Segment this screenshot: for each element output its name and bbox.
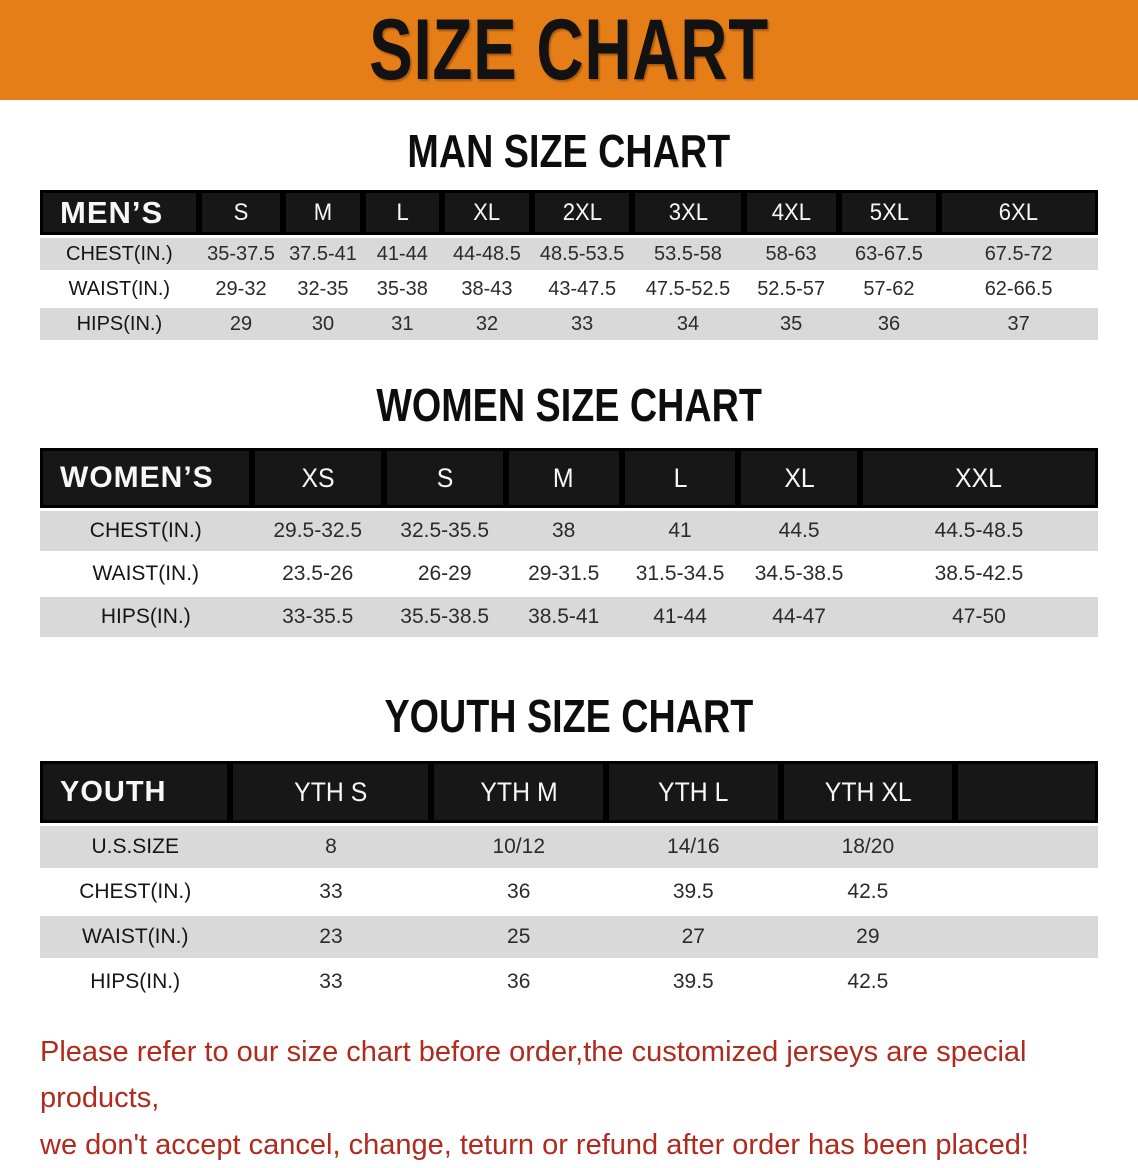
size-value-cell: 41 — [622, 508, 738, 551]
footer-note — [40, 1029, 1098, 1168]
filler-cell — [955, 913, 1098, 958]
size-value-cell: 10/12 — [431, 823, 606, 868]
filler-cell — [955, 868, 1098, 913]
footer-note-line2: we don't accept cancel, change, teturn or refund after order has been placed! — [40, 1128, 1029, 1161]
men-section-heading — [0, 124, 1138, 178]
size-column-header — [199, 190, 284, 235]
size-column-header — [283, 190, 362, 235]
youth-section-heading — [0, 689, 1138, 743]
size-value-cell: 42.5 — [781, 868, 956, 913]
size-value-cell: 18/20 — [781, 823, 956, 868]
row-label: HIPS(IN.) — [40, 958, 230, 1003]
size-value-cell: 29 — [781, 913, 956, 958]
size-value-cell: 39.5 — [606, 958, 781, 1003]
youth-section-heading-text: YOUTH SIZE CHART — [384, 690, 754, 742]
row-label: WAIST(IN.) — [40, 551, 252, 594]
size-column-header — [781, 761, 956, 823]
table-row — [40, 508, 1098, 551]
filler-cell — [955, 958, 1098, 1003]
size-value-cell: 29 — [199, 305, 284, 340]
size-value-cell: 38-43 — [442, 270, 532, 305]
size-value-cell: 14/16 — [606, 823, 781, 868]
size-column-header-text: M — [313, 198, 333, 226]
table-group-label: YOUTH — [40, 761, 230, 823]
size-value-cell: 39.5 — [606, 868, 781, 913]
size-column-header — [632, 190, 743, 235]
size-value-cell: 32-35 — [283, 270, 362, 305]
table-row — [40, 270, 1098, 305]
size-column-header-text: 4XL — [771, 198, 811, 226]
size-column-header-text: L — [396, 198, 409, 226]
header-row — [40, 448, 1098, 508]
men-section-heading-text: MAN SIZE CHART — [407, 125, 731, 177]
size-value-cell: 42.5 — [781, 958, 956, 1003]
size-value-cell: 33 — [230, 958, 431, 1003]
table-row — [40, 868, 1098, 913]
size-column-header-text: YTH L — [658, 776, 729, 807]
size-value-cell: 29.5-32.5 — [252, 508, 384, 551]
women-section-heading-text: WOMEN SIZE CHART — [376, 379, 762, 431]
row-label: WAIST(IN.) — [40, 270, 199, 305]
size-value-cell: 44.5-48.5 — [860, 508, 1098, 551]
row-label: HIPS(IN.) — [40, 594, 252, 637]
size-column-header — [384, 448, 506, 508]
section-youth — [0, 689, 1138, 1003]
size-column-header — [431, 761, 606, 823]
size-column-header — [606, 761, 781, 823]
size-column-header — [442, 190, 532, 235]
men-size-table — [40, 190, 1098, 340]
size-value-cell: 25 — [431, 913, 606, 958]
row-label: HIPS(IN.) — [40, 305, 199, 340]
size-value-cell: 35-37.5 — [199, 235, 284, 270]
table-row — [40, 594, 1098, 637]
banner-title: SIZE CHART — [369, 1, 769, 98]
size-value-cell: 57-62 — [839, 270, 940, 305]
size-column-header — [738, 448, 860, 508]
size-value-cell: 44.5 — [738, 508, 860, 551]
row-label: CHEST(IN.) — [40, 508, 252, 551]
size-value-cell: 52.5-57 — [744, 270, 839, 305]
row-label: CHEST(IN.) — [40, 235, 199, 270]
size-column-header — [363, 190, 442, 235]
size-value-cell: 48.5-53.5 — [532, 235, 633, 270]
size-value-cell: 35-38 — [363, 270, 442, 305]
size-value-cell: 23.5-26 — [252, 551, 384, 594]
size-value-cell: 8 — [230, 823, 431, 868]
banner — [0, 0, 1138, 100]
size-value-cell: 29-31.5 — [506, 551, 622, 594]
size-column-header — [744, 190, 839, 235]
size-value-cell: 38.5-42.5 — [860, 551, 1098, 594]
size-value-cell: 41-44 — [622, 594, 738, 637]
size-column-header-text: 3XL — [668, 198, 708, 226]
size-value-cell: 32 — [442, 305, 532, 340]
size-value-cell: 32.5-35.5 — [384, 508, 506, 551]
size-value-cell: 35 — [744, 305, 839, 340]
size-value-cell: 29-32 — [199, 270, 284, 305]
size-column-header — [622, 448, 738, 508]
size-column-header — [506, 448, 622, 508]
size-column-header-text: XS — [301, 462, 335, 493]
size-value-cell: 44-47 — [738, 594, 860, 637]
row-label: U.S.SIZE — [40, 823, 230, 868]
size-column-header-text: XL — [783, 462, 815, 493]
table-row — [40, 235, 1098, 270]
size-value-cell: 38.5-41 — [506, 594, 622, 637]
table-row — [40, 913, 1098, 958]
table-group-label: WOMEN’S — [40, 448, 252, 508]
size-value-cell: 33 — [230, 868, 431, 913]
size-value-cell: 36 — [431, 868, 606, 913]
content — [0, 124, 1138, 1003]
section-men — [0, 124, 1138, 340]
women-size-table — [40, 448, 1098, 637]
size-value-cell: 31 — [363, 305, 442, 340]
size-value-cell: 53.5-58 — [632, 235, 743, 270]
size-value-cell: 31.5-34.5 — [622, 551, 738, 594]
size-column-header-text: YTH S — [294, 776, 368, 807]
size-column-header — [230, 761, 431, 823]
women-section-heading — [0, 378, 1138, 432]
filler-header-cell — [955, 761, 1098, 823]
size-value-cell: 33 — [532, 305, 633, 340]
size-column-header-text: M — [553, 462, 575, 493]
table-row — [40, 823, 1098, 868]
size-value-cell: 34 — [632, 305, 743, 340]
table-group-label: MEN’S — [40, 190, 199, 235]
size-value-cell: 33-35.5 — [252, 594, 384, 637]
size-value-cell: 38 — [506, 508, 622, 551]
size-column-header — [839, 190, 940, 235]
size-value-cell: 58-63 — [744, 235, 839, 270]
table-row — [40, 305, 1098, 340]
size-column-header-text: S — [436, 462, 453, 493]
size-column-header-text: S — [233, 198, 249, 226]
size-column-header-text: YTH M — [480, 776, 558, 807]
size-value-cell: 35.5-38.5 — [384, 594, 506, 637]
size-value-cell: 43-47.5 — [532, 270, 633, 305]
size-column-header-text: 6XL — [998, 198, 1039, 226]
filler-cell — [955, 823, 1098, 868]
size-column-header — [860, 448, 1098, 508]
size-column-header-text: L — [673, 462, 687, 493]
size-value-cell: 47.5-52.5 — [632, 270, 743, 305]
size-value-cell: 63-67.5 — [839, 235, 940, 270]
size-value-cell: 26-29 — [384, 551, 506, 594]
table-row — [40, 958, 1098, 1003]
size-value-cell: 41-44 — [363, 235, 442, 270]
row-label: CHEST(IN.) — [40, 868, 230, 913]
size-column-header-text: YTH XL — [824, 776, 912, 807]
size-value-cell: 34.5-38.5 — [738, 551, 860, 594]
header-row — [40, 190, 1098, 235]
size-value-cell: 37 — [939, 305, 1098, 340]
youth-size-table — [40, 761, 1098, 1003]
size-column-header — [939, 190, 1098, 235]
size-value-cell: 27 — [606, 913, 781, 958]
size-column-header-text: XL — [473, 198, 501, 226]
section-women — [0, 378, 1138, 637]
size-column-header-text: 2XL — [562, 198, 602, 226]
header-row — [40, 761, 1098, 823]
footer-note-line1: Please refer to our size chart before order,the customized jerseys are special products, — [40, 1036, 1027, 1115]
size-value-cell: 36 — [839, 305, 940, 340]
size-value-cell: 47-50 — [860, 594, 1098, 637]
size-column-header-text: XXL — [955, 462, 1003, 493]
size-column-header — [252, 448, 384, 508]
size-value-cell: 36 — [431, 958, 606, 1003]
size-column-header-text: 5XL — [869, 198, 909, 226]
size-value-cell: 30 — [283, 305, 362, 340]
size-value-cell: 37.5-41 — [283, 235, 362, 270]
size-column-header — [532, 190, 633, 235]
table-row — [40, 551, 1098, 594]
size-value-cell: 44-48.5 — [442, 235, 532, 270]
size-value-cell: 67.5-72 — [939, 235, 1098, 270]
size-value-cell: 62-66.5 — [939, 270, 1098, 305]
row-label: WAIST(IN.) — [40, 913, 230, 958]
size-value-cell: 23 — [230, 913, 431, 958]
